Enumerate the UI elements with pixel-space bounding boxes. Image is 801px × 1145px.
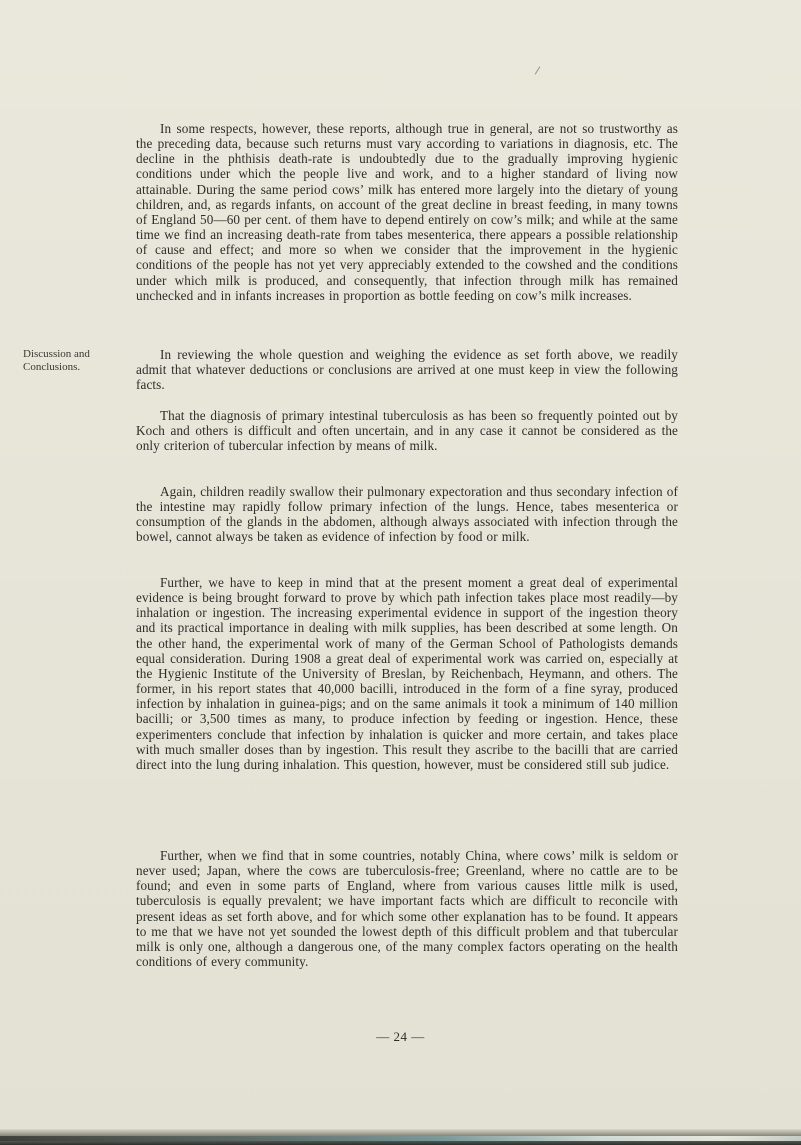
- paragraph-4: Again, children readily swallow their pulmonary expectoration and thus secondary infection of the intestine may rapidly follow primary infection of the lungs. Hence, tabes mesenterica or consumption of the glands in the abdomen, although always associated with infection through the bowel, cannot always be taken as evidence of infection by food or milk.: [136, 484, 678, 545]
- paragraph-6: Further, when we find that in some countries, notably China, where cows’ milk is seldom or never used; Japan, where the cows are tuberculosis-free; Greenland, where no cattle are to be found; and even in some parts of England, where from various causes little milk is used, tuberculosis is equally prevalent; we have important facts which are difficult to reconcile with present ideas as set forth above, and for which some other explanation has to be found. It appears to me that we have not yet sounded the lowest depth of this difficult problem and that tubercular milk is only one, although a dangerous one, of the many complex factors operating on the health conditions of every community.: [136, 848, 678, 970]
- paragraph-5: Further, we have to keep in mind that at the present moment a great deal of experimental evidence is being brought forward to prove by which path infection takes place most readily—by inhalation or ingestion. The increasing experimental evidence in support of the ingestion theory and its practical importance in dealing with milk supplies, has been described at some length. On the other hand, the experimental work of many of the German School of Pathologists demands equal consideration. During 1908 a great deal of experimental work was carried on, especially at the Hygienic Institute of the University of Breslan, by Reichenbach, Heymann, and others. The former, in his report states that 40,000 bacilli, introduced in the form of a fine syray, produced infection by inhalation in guinea-pigs; and on the same animals it took a minimum of 140 million bacilli; or 3,500 times as many, to produce infection by feeding or ingestion. Hence, these experimenters conclude that infection by inhalation is quicker and more certain, and takes place with much smaller doses than by ingestion. This result they ascribe to the bacilli that are carried direct into the lung during inhalation. This question, however, must be considered still sub judice.: [136, 575, 678, 772]
- paragraph-4-block: [136, 484, 678, 545]
- scan-edge-band: [0, 1136, 801, 1141]
- paragraph-2: In reviewing the whole question and weighing the evidence as set forth above, we readily admit that whatever deductions or conclusions are arrived at one must keep in view the following facts.: [136, 347, 678, 393]
- paragraph-5-block: [136, 575, 678, 772]
- paragraph-6-block: [136, 848, 678, 969]
- paragraph-3: That the diagnosis of primary intestinal tuberculosis as has been so frequently pointed out by Koch and others is difficult and often uncertain, and in any case it cannot be considered as the only criterion of tubercular infection by means of milk.: [136, 408, 678, 454]
- margin-note-line-1: Discussion and: [23, 348, 90, 360]
- margin-note: [23, 348, 133, 373]
- paragraph-3-block: [136, 408, 678, 453]
- margin-note-line-2: Conclusions.: [23, 360, 81, 373]
- paragraph-2-block: [136, 347, 678, 392]
- paragraph-1-block: [136, 121, 678, 303]
- page-number: — 24 —: [376, 1029, 425, 1044]
- paragraph-1: In some respects, however, these reports, although true in general, are not so trustworthy as the preceding data, because such returns must vary according to variations in diagnosis, etc. The decline in the phthisis death-rate is undoubtedly due to the gradually improving hygienic conditions under which the people live and work, and to a higher standard of living now attainable. During the same period cows’ milk has entered more largely into the dietary of young children, and, as regards infants, on account of the great decline in breast feeding, in many towns of England 50—60 per cent. of them have to depend entirely on cow’s milk; and while at the same time we find an increasing death-rate from tabes mesenterica, there appears a possible relationship of cause and effect; and more so when we consider that the improvement in the hygienic conditions of the people has not yet very appreciably extended to the cowshed and the conditions under which milk is produced, and consequently, that infection through milk has remained unchecked and in infants increases in proportion as bottle feeding on cow’s milk increases.: [136, 121, 678, 303]
- pencil-mark: [535, 66, 541, 74]
